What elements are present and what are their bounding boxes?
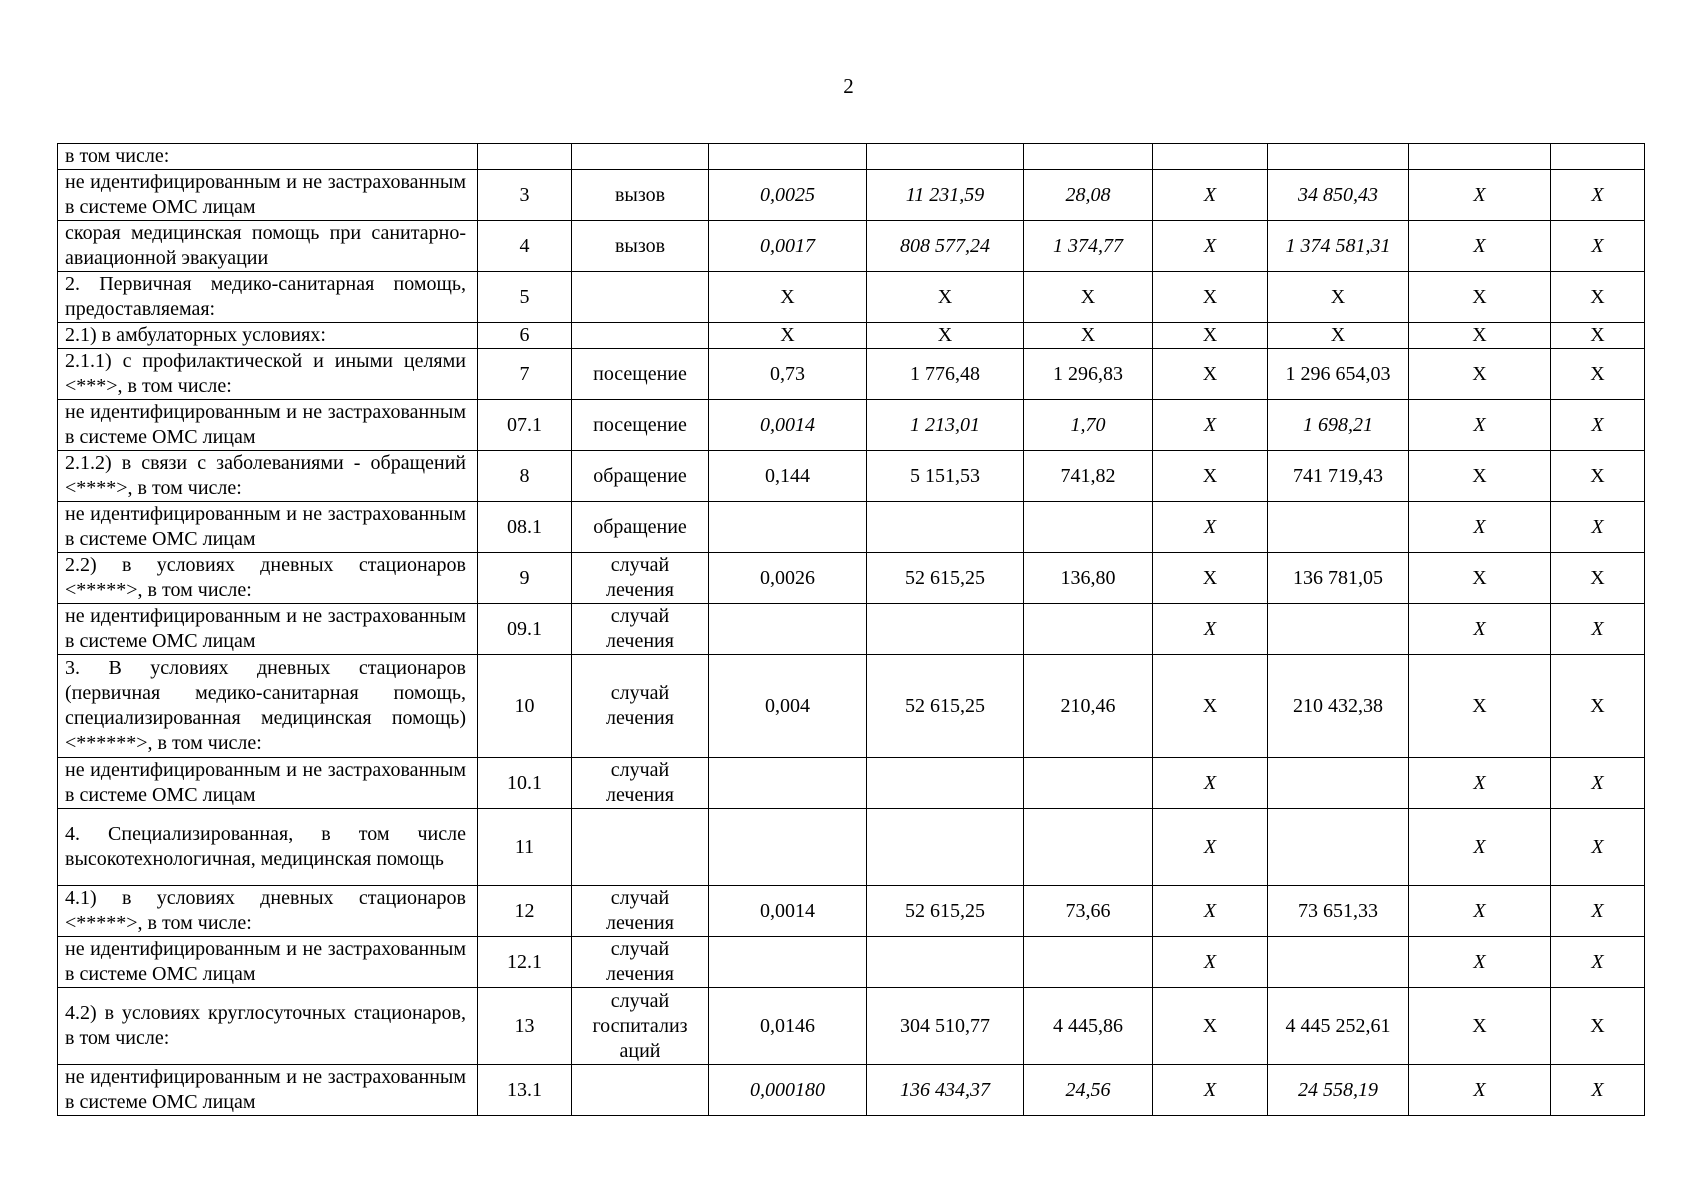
cell-c4: X: [1153, 400, 1268, 451]
cell-c7: X: [1551, 809, 1645, 886]
row-name-cell: не идентифицированным и не застрахованным в системе ОМС лицам: [58, 937, 478, 988]
cell-c2: 304 510,77: [867, 988, 1024, 1065]
cell-unit: случай лечения: [572, 655, 709, 758]
cell-c2: 1 776,48: [867, 349, 1024, 400]
cell-c3: X: [1024, 323, 1153, 349]
cell-unit: посещение: [572, 400, 709, 451]
cell-c5: 210 432,38: [1268, 655, 1409, 758]
cell-c7: X: [1551, 1065, 1645, 1116]
cell-c5: X: [1268, 272, 1409, 323]
cell-c6: X: [1409, 758, 1551, 809]
cell-c1: [709, 809, 867, 886]
row-name-cell: 2.1) в амбулаторных условиях:: [58, 323, 478, 349]
cell-c6: X: [1409, 323, 1551, 349]
cell-unit: случай госпитализ аций: [572, 988, 709, 1065]
cell-c6: X: [1409, 604, 1551, 655]
cell-c1: [709, 758, 867, 809]
cell-num: 09.1: [478, 604, 572, 655]
cell-c6: X: [1409, 809, 1551, 886]
cell-c5: 73 651,33: [1268, 886, 1409, 937]
table-body: [58, 144, 1645, 1116]
cell-c2: 808 577,24: [867, 221, 1024, 272]
cell-c2: [867, 758, 1024, 809]
cell-unit: обращение: [572, 502, 709, 553]
cell-num: 3: [478, 170, 572, 221]
row-name-cell: 4. Специализированная, в том числе высокотехнологичная, медицинская помощь: [58, 809, 478, 886]
table-row: [58, 323, 1645, 349]
row-name-cell: не идентифицированным и не застрахованным в системе ОМС лицам: [58, 400, 478, 451]
cell-c2: [867, 604, 1024, 655]
table-row: [58, 886, 1645, 937]
cell-unit: посещение: [572, 349, 709, 400]
cell-c3: 136,80: [1024, 553, 1153, 604]
row-name-cell: не идентифицированным и не застрахованным в системе ОМС лицам: [58, 604, 478, 655]
cell-c6: X: [1409, 937, 1551, 988]
row-name-cell: не идентифицированным и не застрахованным в системе ОМС лицам: [58, 170, 478, 221]
cell-c2: 11 231,59: [867, 170, 1024, 221]
cell-c5: [1268, 502, 1409, 553]
cell-c4: X: [1153, 272, 1268, 323]
cell-num: 6: [478, 323, 572, 349]
cell-c2: 52 615,25: [867, 553, 1024, 604]
cell-c5: [1268, 937, 1409, 988]
row-name-cell: 2. Первичная медико-санитарная помощь, предоставляемая:: [58, 272, 478, 323]
row-name-cell: 4.2) в условиях круглосуточных стационаров, в том числе:: [58, 988, 478, 1065]
cell-unit: вызов: [572, 221, 709, 272]
table-row: [58, 1065, 1645, 1116]
cell-c5: X: [1268, 323, 1409, 349]
table-row: [58, 144, 1645, 170]
cell-c2: 52 615,25: [867, 886, 1024, 937]
table-row: [58, 758, 1645, 809]
cell-c4: X: [1153, 323, 1268, 349]
cell-c6: X: [1409, 886, 1551, 937]
cell-num: 8: [478, 451, 572, 502]
cell-c1: 0,0025: [709, 170, 867, 221]
cell-c7: X: [1551, 221, 1645, 272]
cell-unit: [572, 144, 709, 170]
cell-c1: [709, 144, 867, 170]
cell-c1: 0,0026: [709, 553, 867, 604]
cell-c1: 0,73: [709, 349, 867, 400]
cell-c4: X: [1153, 349, 1268, 400]
cell-c4: X: [1153, 451, 1268, 502]
cell-c7: X: [1551, 886, 1645, 937]
cell-c3: 741,82: [1024, 451, 1153, 502]
cell-c1: [709, 604, 867, 655]
table-row: [58, 604, 1645, 655]
table-row: [58, 400, 1645, 451]
table-row: [58, 170, 1645, 221]
cell-c2: 52 615,25: [867, 655, 1024, 758]
cell-c5: 1 296 654,03: [1268, 349, 1409, 400]
cell-num: 7: [478, 349, 572, 400]
cell-c7: X: [1551, 349, 1645, 400]
cell-c7: X: [1551, 323, 1645, 349]
cell-num: 10.1: [478, 758, 572, 809]
cell-c3: 1 374,77: [1024, 221, 1153, 272]
table-row: [58, 937, 1645, 988]
cell-c2: 1 213,01: [867, 400, 1024, 451]
row-name-cell: не идентифицированным и не застрахованным в системе ОМС лицам: [58, 758, 478, 809]
table-row: [58, 502, 1645, 553]
cell-num: 5: [478, 272, 572, 323]
cell-c7: X: [1551, 170, 1645, 221]
cell-c2: [867, 502, 1024, 553]
cell-c4: X: [1153, 886, 1268, 937]
table-row: [58, 988, 1645, 1065]
cell-c5: 34 850,43: [1268, 170, 1409, 221]
cell-c1: [709, 937, 867, 988]
cell-c6: X: [1409, 655, 1551, 758]
row-name-cell: не идентифицированным и не застрахованным в системе ОМС лицам: [58, 1065, 478, 1116]
cell-c4: [1153, 144, 1268, 170]
cell-num: 08.1: [478, 502, 572, 553]
cell-c5: 1 698,21: [1268, 400, 1409, 451]
cell-c5: 741 719,43: [1268, 451, 1409, 502]
cell-c6: X: [1409, 349, 1551, 400]
cell-c1: 0,0017: [709, 221, 867, 272]
cell-c3: 28,08: [1024, 170, 1153, 221]
cell-c7: X: [1551, 988, 1645, 1065]
cell-c3: 4 445,86: [1024, 988, 1153, 1065]
cell-num: 10: [478, 655, 572, 758]
cell-c7: X: [1551, 758, 1645, 809]
table-row: [58, 349, 1645, 400]
cell-c3: [1024, 144, 1153, 170]
cell-c4: X: [1153, 604, 1268, 655]
cell-c5: [1268, 144, 1409, 170]
cell-c5: [1268, 809, 1409, 886]
cell-c4: X: [1153, 655, 1268, 758]
cell-c2: X: [867, 272, 1024, 323]
cell-num: 07.1: [478, 400, 572, 451]
table-row: [58, 809, 1645, 886]
cell-num: 13.1: [478, 1065, 572, 1116]
row-name-cell: 2.1.2) в связи с заболеваниями - обращений <****>, в том числе:: [58, 451, 478, 502]
cell-c6: X: [1409, 400, 1551, 451]
cell-c2: X: [867, 323, 1024, 349]
row-name-cell: 2.2) в условиях дневных стационаров <*****>, в том числе:: [58, 553, 478, 604]
cell-unit: случай лечения: [572, 604, 709, 655]
cell-unit: [572, 323, 709, 349]
cell-c1: 0,0146: [709, 988, 867, 1065]
cell-c2: 5 151,53: [867, 451, 1024, 502]
cell-unit: [572, 809, 709, 886]
table-row: [58, 655, 1645, 758]
cell-c7: [1551, 144, 1645, 170]
cell-num: 12: [478, 886, 572, 937]
cell-c2: [867, 144, 1024, 170]
cell-unit: случай лечения: [572, 758, 709, 809]
cell-c6: X: [1409, 221, 1551, 272]
cell-c4: X: [1153, 758, 1268, 809]
cell-c5: 1 374 581,31: [1268, 221, 1409, 272]
cell-unit: случай лечения: [572, 937, 709, 988]
cell-c5: [1268, 604, 1409, 655]
cell-c1: 0,000180: [709, 1065, 867, 1116]
cell-c1: 0,144: [709, 451, 867, 502]
cell-c3: 210,46: [1024, 655, 1153, 758]
row-name-cell: 2.1.1) с профилактической и иными целями <***>, в том числе:: [58, 349, 478, 400]
cell-c1: X: [709, 272, 867, 323]
table-row: [58, 451, 1645, 502]
cell-c3: [1024, 758, 1153, 809]
cell-c6: X: [1409, 553, 1551, 604]
cell-unit: [572, 272, 709, 323]
cell-c3: [1024, 604, 1153, 655]
cell-c2: 136 434,37: [867, 1065, 1024, 1116]
cell-c4: X: [1153, 170, 1268, 221]
cell-c5: 24 558,19: [1268, 1065, 1409, 1116]
cell-c3: 1,70: [1024, 400, 1153, 451]
cell-c1: 0,004: [709, 655, 867, 758]
cell-c4: X: [1153, 1065, 1268, 1116]
cell-unit: случай лечения: [572, 886, 709, 937]
cell-unit: [572, 1065, 709, 1116]
data-table: [57, 143, 1645, 1116]
cell-num: 9: [478, 553, 572, 604]
cell-c3: [1024, 502, 1153, 553]
cell-c4: X: [1153, 221, 1268, 272]
cell-c7: X: [1551, 553, 1645, 604]
cell-c5: 136 781,05: [1268, 553, 1409, 604]
cell-c3: X: [1024, 272, 1153, 323]
cell-c5: [1268, 758, 1409, 809]
cell-c6: X: [1409, 170, 1551, 221]
cell-c2: [867, 809, 1024, 886]
cell-c4: X: [1153, 988, 1268, 1065]
cell-c1: [709, 502, 867, 553]
cell-unit: обращение: [572, 451, 709, 502]
cell-c4: X: [1153, 502, 1268, 553]
cell-c4: X: [1153, 937, 1268, 988]
row-name-cell: 3. В условиях дневных стационаров (первичная медико-санитарная помощь, специализированная медицинская помощь) <******>, в том числе:: [58, 655, 478, 758]
cell-num: 12.1: [478, 937, 572, 988]
cell-c7: X: [1551, 604, 1645, 655]
cell-c3: 73,66: [1024, 886, 1153, 937]
row-name-cell: 4.1) в условиях дневных стационаров <*****>, в том числе:: [58, 886, 478, 937]
table-row: [58, 272, 1645, 323]
cell-c5: 4 445 252,61: [1268, 988, 1409, 1065]
cell-c1: X: [709, 323, 867, 349]
cell-c7: X: [1551, 451, 1645, 502]
table-row: [58, 553, 1645, 604]
cell-num: [478, 144, 572, 170]
row-name-cell: в том числе:: [58, 144, 478, 170]
cell-c6: X: [1409, 451, 1551, 502]
cell-c4: X: [1153, 553, 1268, 604]
cell-c2: [867, 937, 1024, 988]
cell-unit: случай лечения: [572, 553, 709, 604]
row-name-cell: скорая медицинская помощь при санитарно-авиационной эвакуации: [58, 221, 478, 272]
cell-c7: X: [1551, 655, 1645, 758]
cell-c3: 1 296,83: [1024, 349, 1153, 400]
cell-num: 13: [478, 988, 572, 1065]
cell-c6: X: [1409, 988, 1551, 1065]
table-row: [58, 221, 1645, 272]
cell-c7: X: [1551, 937, 1645, 988]
cell-c3: [1024, 937, 1153, 988]
cell-unit: вызов: [572, 170, 709, 221]
cell-c1: 0,0014: [709, 400, 867, 451]
cell-c7: X: [1551, 272, 1645, 323]
cell-c6: X: [1409, 272, 1551, 323]
cell-c7: X: [1551, 502, 1645, 553]
row-name-cell: не идентифицированным и не застрахованным в системе ОМС лицам: [58, 502, 478, 553]
page-number: 2: [843, 74, 854, 98]
cell-c3: 24,56: [1024, 1065, 1153, 1116]
cell-c6: X: [1409, 502, 1551, 553]
cell-c6: [1409, 144, 1551, 170]
cell-num: 11: [478, 809, 572, 886]
cell-c6: X: [1409, 1065, 1551, 1116]
cell-num: 4: [478, 221, 572, 272]
cell-c3: [1024, 809, 1153, 886]
cell-c7: X: [1551, 400, 1645, 451]
cell-c4: X: [1153, 809, 1268, 886]
cell-c1: 0,0014: [709, 886, 867, 937]
